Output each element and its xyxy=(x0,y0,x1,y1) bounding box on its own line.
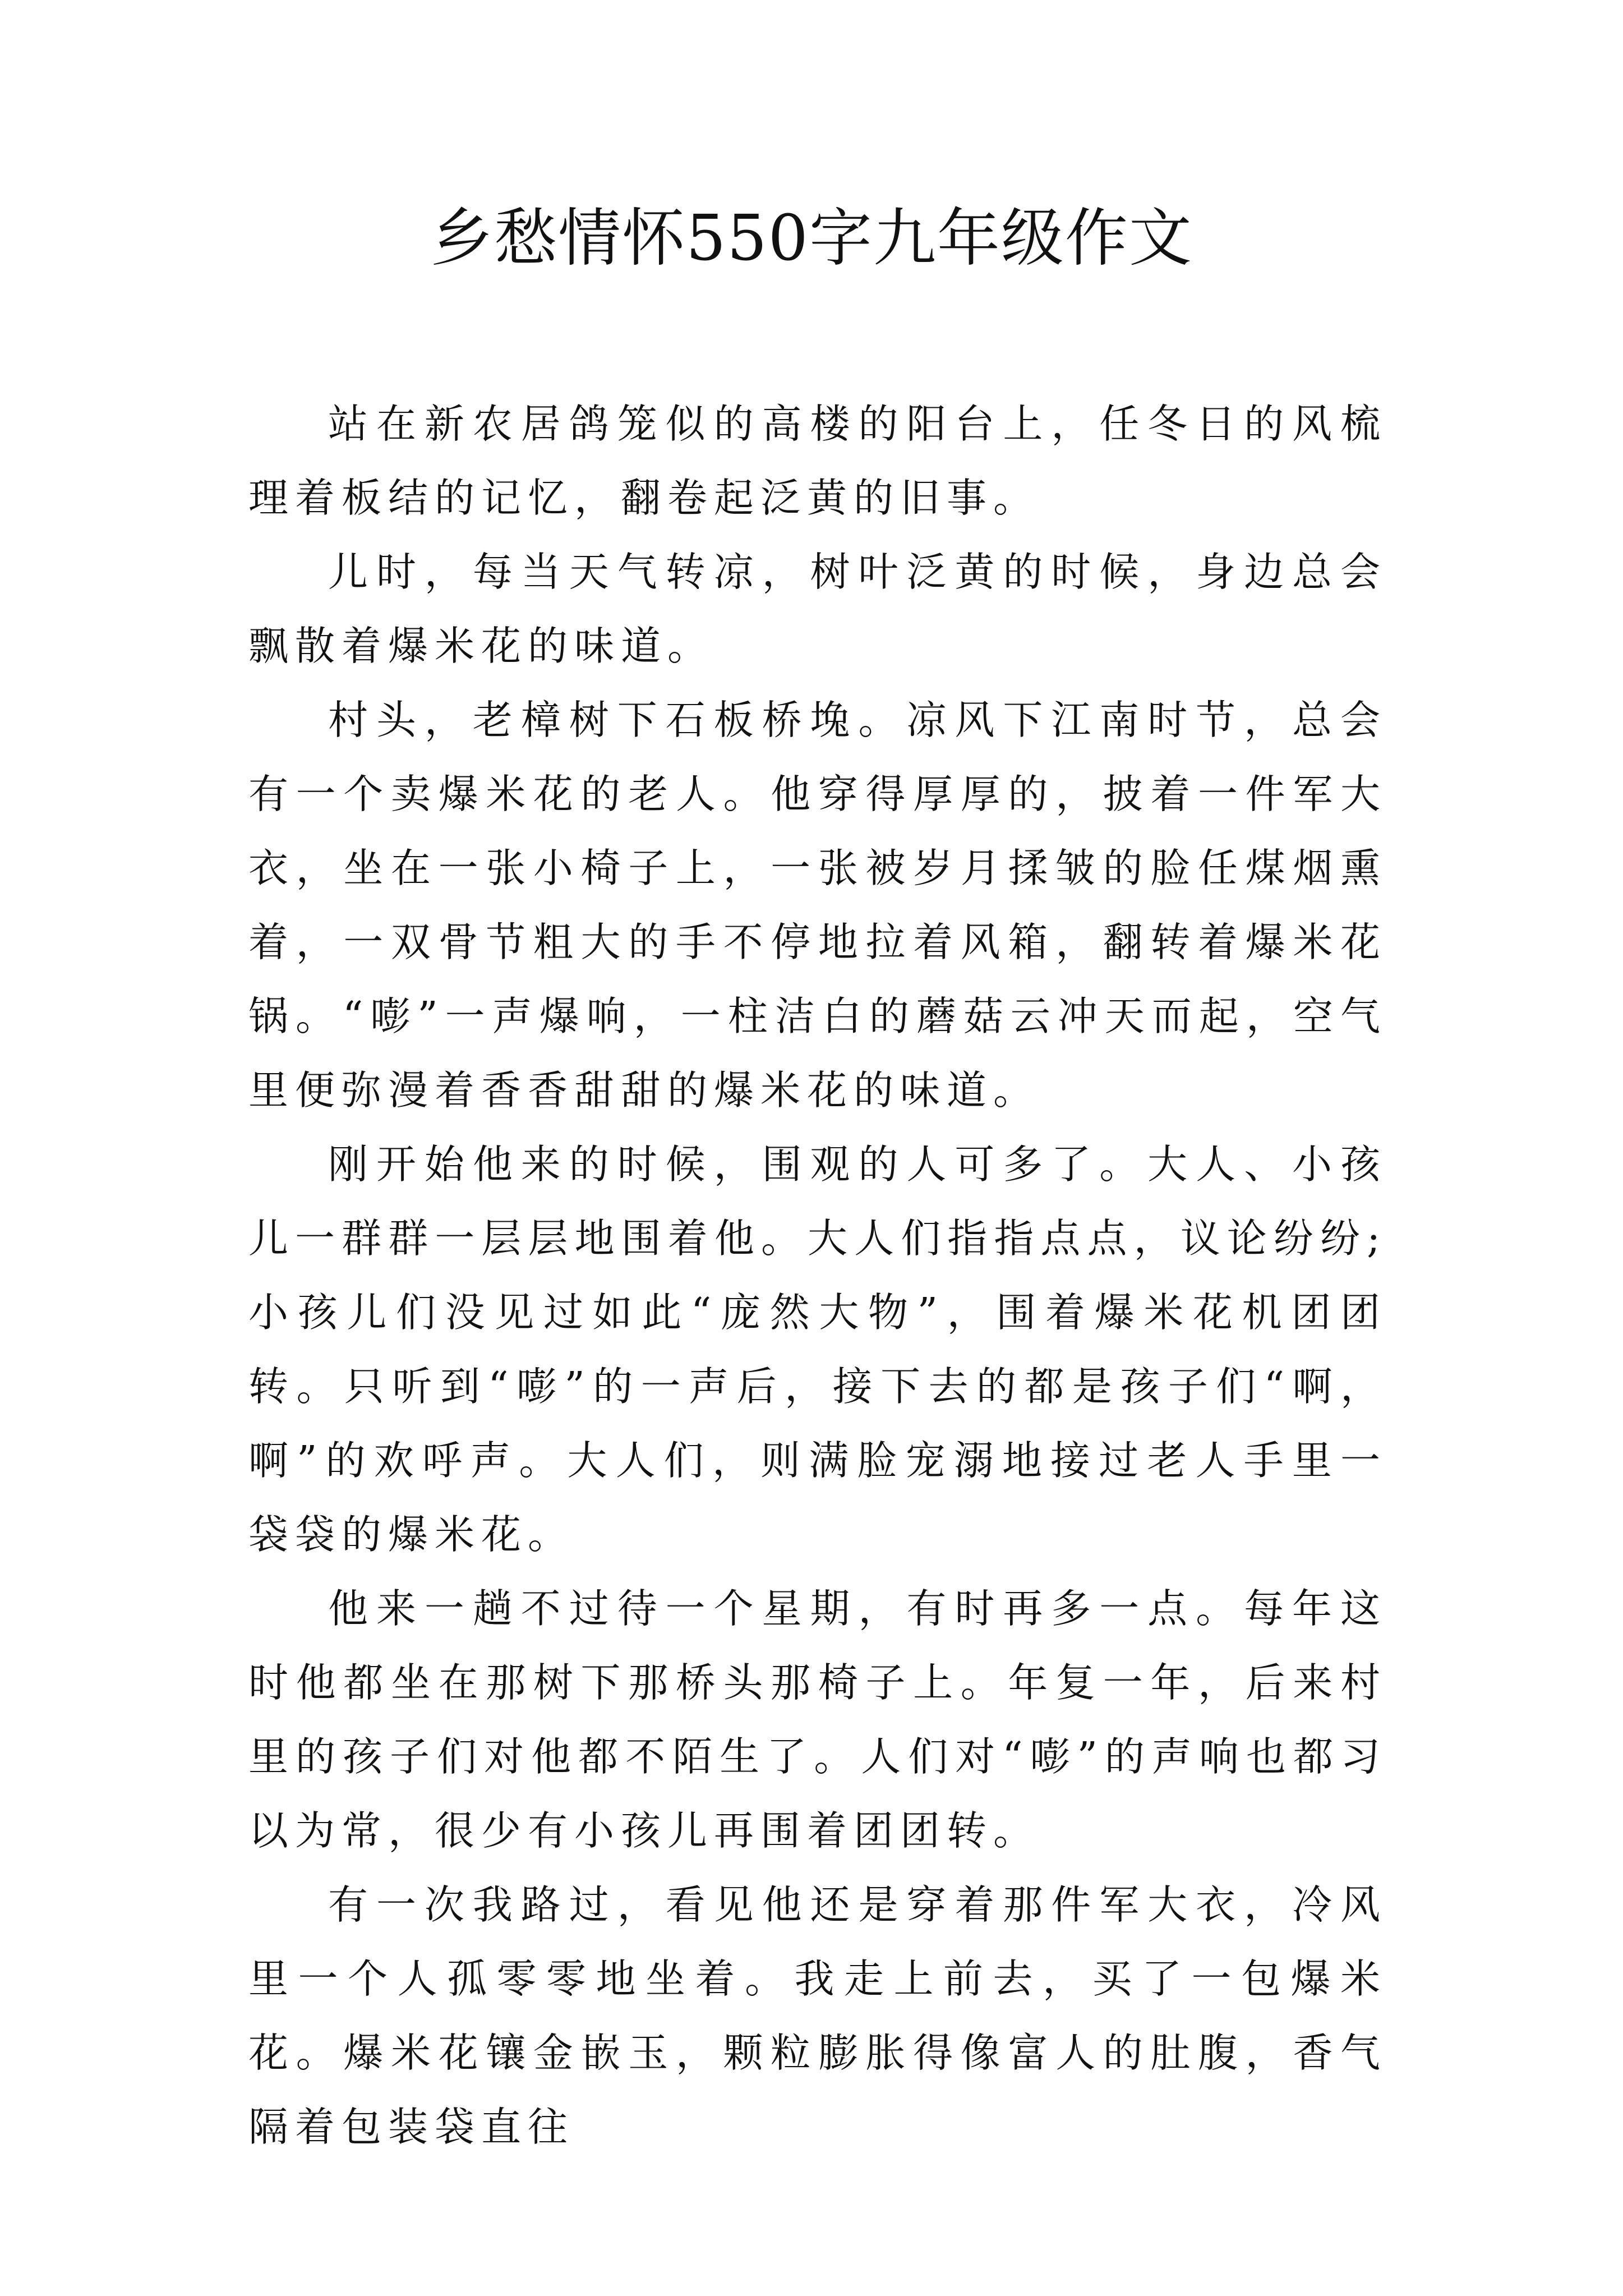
paragraph-2: 儿时，每当天气转凉，树叶泛黄的时候，身边总会飘散着爆米花的味道。 xyxy=(248,549,1387,669)
paragraph-3: 村头，老樟树下石板桥堍。凉风下江南时节，总会有一个卖爆米花的老人。他穿得厚厚的，披着一件军大衣，坐在一张小椅子上，一张被岁月揉皱的脸任煤烟熏着，一双骨节粗大的手不停地拉着风箱，翻转着爆米花锅。“嘭”一声爆响，一柱洁白的蘑菇云冲天而起，空气里便弥漫着香香甜甜的爆米花的味道。 xyxy=(248,697,1387,1114)
paragraph-4: 刚开始他来的时候，围观的人可多了。大人、小孩儿一群群一层层地围着他。大人们指指点点，议论纷纷;小孩儿们没见过如此“庞然大物”，围着爆米花机团团转。只听到“嘭”的一声后，接下去的都是孩子们“啊，啊”的欢呼声。大人们，则满脸宠溺地接过老人手里一袋袋的爆米花。 xyxy=(248,1141,1387,1558)
paragraph-1: 站在新农居鸽笼似的高楼的阳台上，任冬日的风梳理着板结的记忆，翻卷起泛黄的旧事。 xyxy=(248,401,1387,521)
paragraph-5: 他来一趟不过待一个星期，有时再多一点。每年这时他都坐在那树下那桥头那椅子上。年复一年，后来村里的孩子们对他都不陌生了。人们对“嘭”的声响也都习以为常，很少有小孩儿再围着团团转。 xyxy=(248,1585,1387,1854)
document-title: 乡愁情怀550字九年级作文 xyxy=(430,202,1193,275)
paragraph-6: 有一次我路过，看见他还是穿着那件军大衣，冷风里一个人孤零零地坐着。我走上前去，买了一包爆米花。爆米花镶金嵌玉，颗粒膨胀得像富人的肚腹，香气隔着包装袋直往 xyxy=(248,1881,1387,2150)
document-body xyxy=(248,387,1387,2164)
